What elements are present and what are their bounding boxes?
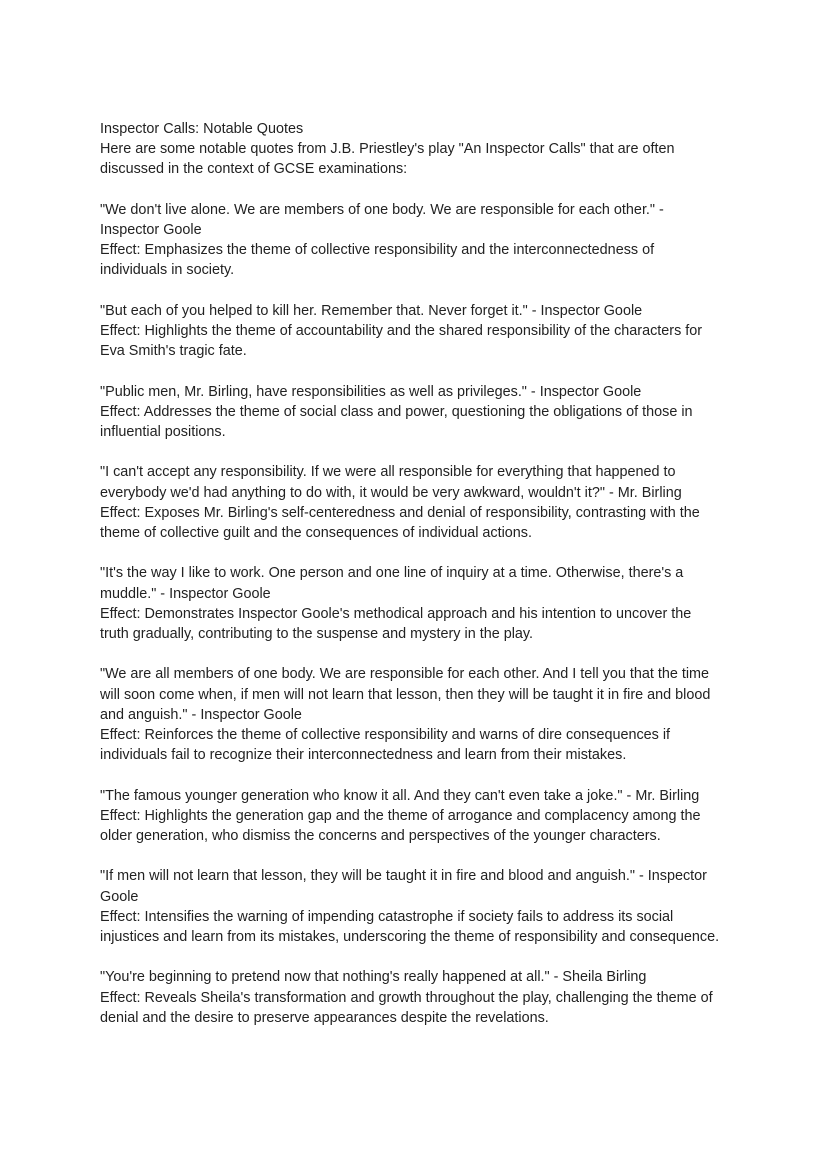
quote-text: "We are all members of one body. We are responsible for each other. And I tell you that the time will soon come when, if men will not learn that lesson, then they will be taught it in fire and blood and anguish." - Inspector Goole [100, 666, 711, 723]
quote-item [100, 301, 724, 362]
quote-text: "Public men, Mr. Birling, have responsibilities as well as privileges." - Inspector Goole [100, 383, 642, 400]
quote-item [100, 866, 724, 947]
quote-effect: Effect: Reinforces the theme of collective responsibility and warns of dire consequences if individuals fail to recognize their interconnectedness and learn from their mistakes. [100, 727, 671, 764]
quotes-list [100, 200, 724, 1028]
quote-item [100, 462, 724, 543]
quote-text: "But each of you helped to kill her. Remember that. Never forget it." - Inspector Goole [100, 302, 643, 319]
quote-item [100, 563, 724, 644]
quote-effect: Effect: Demonstrates Inspector Goole's methodical approach and his intention to uncover the truth gradually, contributing to the suspense and mystery in the play. [100, 605, 692, 642]
quote-text: "It's the way I like to work. One person and one line of inquiry at a time. Otherwise, there's a muddle." - Inspector Goole [100, 565, 684, 602]
quote-text: "We don't live alone. We are members of one body. We are responsible for each other." - Inspector Goole [100, 201, 664, 238]
quote-text: "The famous younger generation who know it all. And they can't even take a joke." - Mr. Birling [100, 787, 700, 804]
document-title: Inspector Calls: Notable Quotes [100, 121, 304, 137]
quote-text: "I can't accept any responsibility. If we were all responsible for everything that happened to everybody we'd had anything to do with, it would be very awkward, wouldn't it?" - Mr. Birling [100, 464, 682, 501]
quote-effect: Effect: Intensifies the warning of impending catastrophe if society fails to address its social injustices and learn from its mistakes, underscoring the theme of responsibility and consequence. [100, 908, 720, 945]
quote-effect: Effect: Emphasizes the theme of collective responsibility and the interconnectedness of individuals in society. [100, 242, 655, 279]
quote-effect: Effect: Reveals Sheila's transformation and growth throughout the play, challenging the theme of denial and the desire to preserve appearances despite the revelations. [100, 989, 713, 1026]
quote-item [100, 967, 724, 1028]
quote-item [100, 382, 724, 443]
quote-text: "If men will not learn that lesson, they will be taught it in fire and blood and anguish." - Inspector Goole [100, 868, 707, 905]
quote-effect: Effect: Addresses the theme of social class and power, questioning the obligations of those in influential positions. [100, 403, 693, 440]
quote-item [100, 786, 724, 847]
quote-effect: Effect: Highlights the generation gap and the theme of arrogance and complacency among the older generation, who dismiss the concerns and perspectives of the younger characters. [100, 807, 701, 844]
document-page [100, 119, 724, 1028]
quote-text: "You're beginning to pretend now that nothing's really happened at all." - Sheila Birling [100, 969, 647, 986]
document-intro: Here are some notable quotes from J.B. Priestley's play "An Inspector Calls" that are often discussed in the context of GCSE examinations: [100, 141, 675, 178]
quote-effect: Effect: Highlights the theme of accountability and the shared responsibility of the characters for Eva Smith's tragic fate. [100, 323, 703, 360]
quote-effect: Effect: Exposes Mr. Birling's self-centeredness and denial of responsibility, contrasting with the theme of collective guilt and the consequences of individual actions. [100, 504, 700, 541]
quote-item [100, 200, 724, 281]
quote-item [100, 664, 724, 765]
